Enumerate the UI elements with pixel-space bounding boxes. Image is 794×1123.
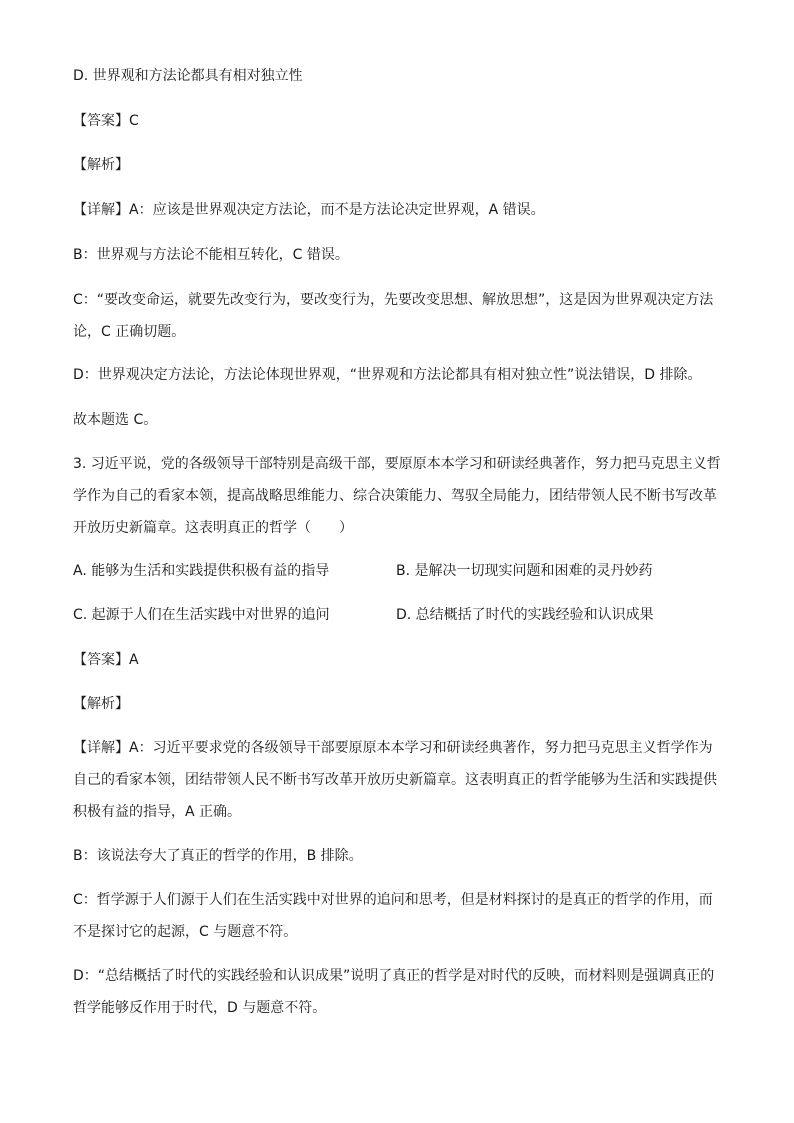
q2-detail-b: B：世界观与方法论不能相互转化，C 错误。 [73,247,349,263]
q2-answer-value: C [129,113,139,129]
q3-option-c: C. 起源于人们在生活实践中对世界的追问 [73,607,330,623]
q3-analysis-label: 【解析】 [73,696,129,712]
q2-answer-label: 【答案】 [73,113,129,129]
q2-detail-a: A：应该是世界观决定方法论，而不是方法论决定世界观，A 错误。 [129,202,545,218]
q2-detail-c: C：“要改变命运，就要先改变行为，要改变行为，先要改变思想、解放思想”，这是因为世界观决定方法论，C 正确切题。 [73,292,714,340]
q3-option-a: A. 能够为生活和实践提供积极有益的指导 [73,563,330,579]
q3-detail-d: D：“总结概括了时代的实践经验和认识成果”说明了真正的哲学是对时代的反映，而材料则是强调真正的哲学能够反作用于时代，D 与题意不符。 [73,968,715,1016]
q2-detail-label: 【详解】 [73,202,129,218]
q3-detail-label: 【详解】 [73,740,129,756]
q2-detail-a-line [73,200,545,220]
q3-answer [73,650,139,670]
q3-option-d: D. 总结概括了时代的实践经验和认识成果 [396,607,654,623]
q3-option-b: B. 是解决一切现实问题和困难的灵丹妙药 [396,563,653,579]
q3-detail-b: B：该说法夸大了真正的哲学的作用，B 排除。 [73,848,363,864]
q2-option-d: D. 世界观和方法论都具有相对独立性 [73,68,303,84]
q3-stem: 3. 习近平说，党的各级领导干部特别是高级干部，要原原本本学习和研读经典著作，努力把马克思主义哲学作为自己的看家本领，提高战略思维能力、综合决策能力、驾驭全局能力，团结带领人民不断书写改革开放历史新篇章。这表明真正的哲学（ ） [73,456,721,536]
q2-answer [73,111,139,131]
q2-conclusion: 故本题选 C。 [73,412,158,428]
q3-answer-label: 【答案】 [73,652,129,668]
q3-detail-a-block [73,732,725,828]
q3-options-row-2 [73,605,654,625]
q3-answer-value: A [129,652,139,668]
q3-detail-a: A：习近平要求党的各级领导干部要原原本本学习和研读经典著作，努力把马克思主义哲学作为自己的看家本领，团结带领人民不断书写改革开放历史新篇章。这表明真正的哲学能够为生活和实践提供积极有益的指导，A 正确。 [73,740,717,820]
q2-detail-d: D：世界观决定方法论，方法论体现世界观，“世界观和方法论都具有相对独立性”说法错误，D 排除。 [73,367,702,383]
q3-detail-c: C：哲学源于人们源于人们在生活实践中对世界的追问和思考，但是材料探讨的是真正的哲学的作用，而不是探讨它的起源，C 与题意不符。 [73,892,713,940]
q2-analysis-label: 【解析】 [73,157,129,173]
q3-options-row-1 [73,561,653,581]
